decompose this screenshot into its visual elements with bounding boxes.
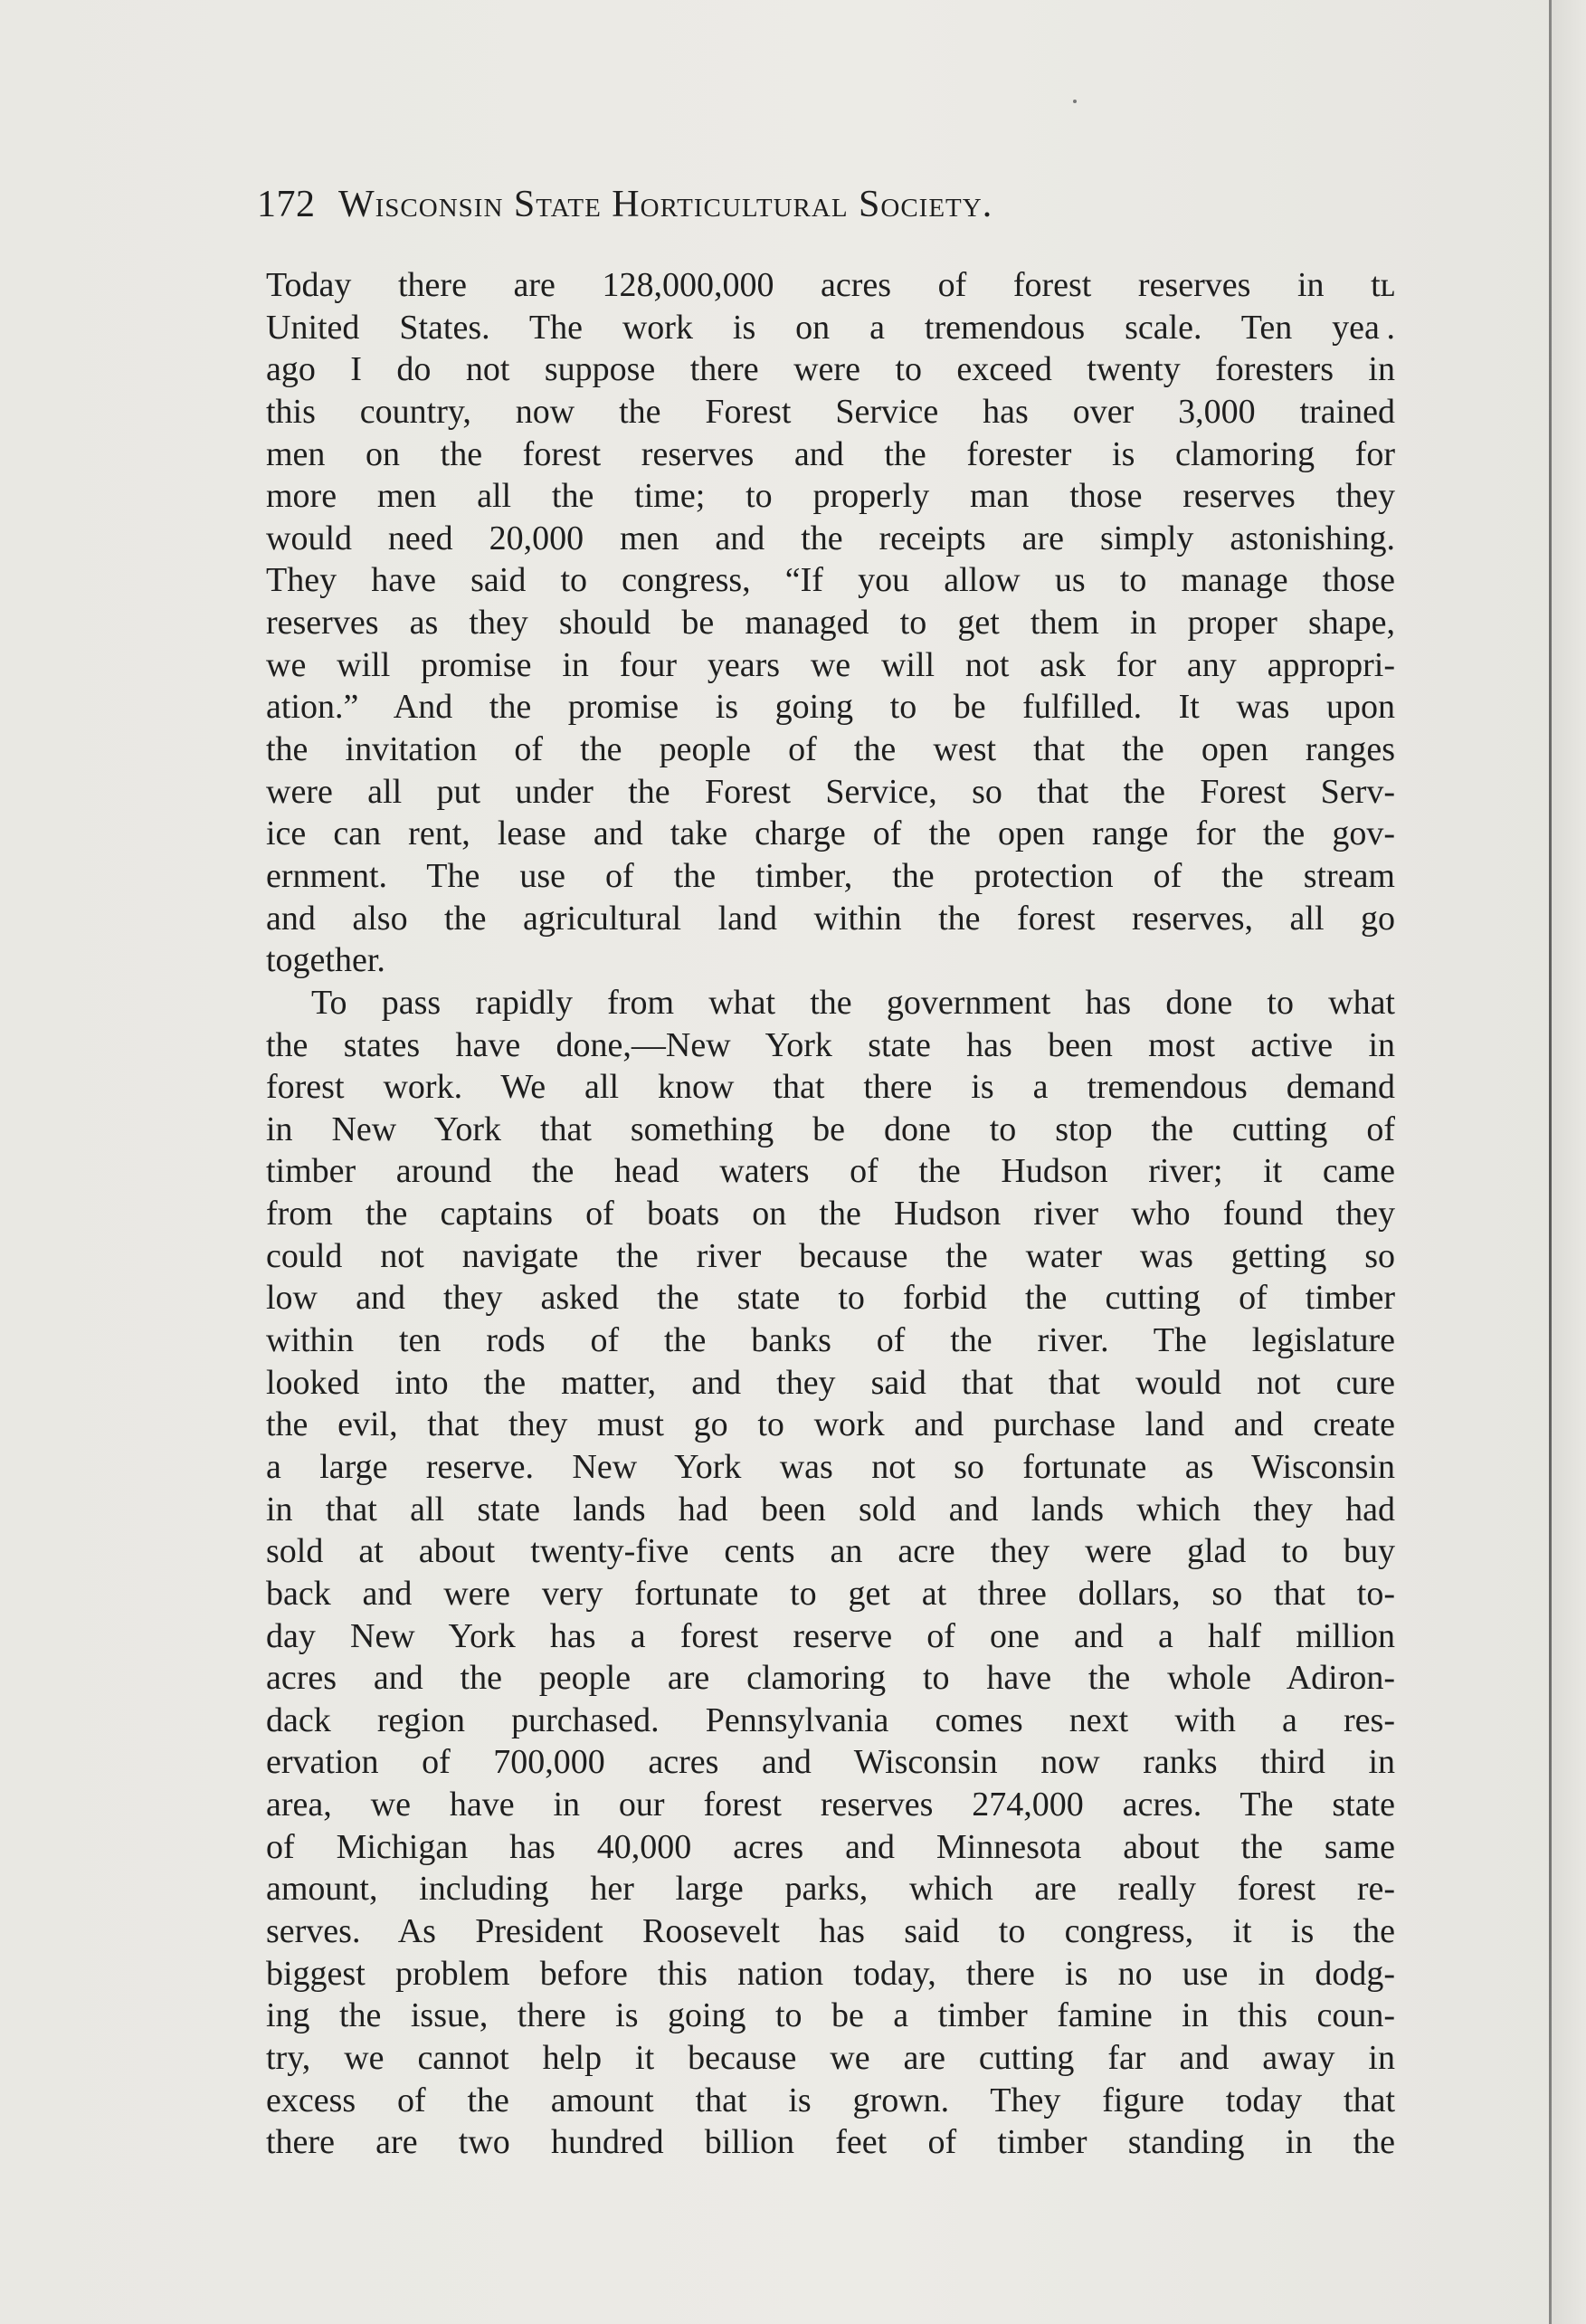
- running-header: [257, 177, 1388, 232]
- page-number: 172: [257, 184, 316, 225]
- text-line: low and they asked the state to forbid the cutting of timber: [266, 1279, 1395, 1318]
- text-line: of Michigan has 40,000 acres and Minnesota about the same: [266, 1827, 1395, 1866]
- text-line: try, we cannot help it because we are cutting far and away in: [266, 2038, 1395, 2077]
- text-line: would need 20,000 men and the receipts are simply astonishing.: [266, 519, 1395, 557]
- text-line: ing the issue, there is going to be a timber famine in this coun-: [266, 1996, 1395, 2035]
- text-line: and also the agricultural land within the forest reserves, all go: [266, 899, 1395, 938]
- text-line: men on the forest reserves and the forester is clamoring for: [266, 434, 1395, 473]
- text-line: sold at about twenty-five cents an acre they were glad to buy: [266, 1532, 1395, 1571]
- text-line: ation.” And the promise is going to be fulfilled. It was upon: [266, 688, 1395, 727]
- text-line: looked into the matter, and they said that that would not cure: [266, 1363, 1395, 1402]
- text-line: could not navigate the river because the water was getting so: [266, 1236, 1395, 1275]
- body-text: [266, 264, 1395, 2164]
- text-line: excess of the amount that is grown. They figure today that: [266, 2081, 1395, 2119]
- text-line: forest work. We all know that there is a tremendous demand: [266, 1068, 1395, 1107]
- text-line: timber around the head waters of the Hudson river; it came: [266, 1152, 1395, 1191]
- text-line: Today there are 128,000,000 acres of forest reserves in tʟ: [266, 266, 1395, 304]
- text-line: biggest problem before this nation today, there is no use in dodg-: [266, 1954, 1395, 1993]
- text-line: acres and the people are clamoring to have the whole Adiron-: [266, 1659, 1395, 1698]
- text-line: serves. As President Roosevelt has said to congress, it is the: [266, 1911, 1395, 1950]
- text-line: the states have done,—New York state has been most active in: [266, 1025, 1395, 1064]
- page-speck: [1073, 100, 1077, 103]
- text-line: They have said to congress, “If you allow us to manage those: [266, 561, 1395, 600]
- text-line: area, we have in our forest reserves 274,000 acres. The state: [266, 1786, 1395, 1824]
- page-margin-shadow: [1552, 0, 1586, 2324]
- text-line: we will promise in four years we will not ask for any appropri-: [266, 645, 1395, 684]
- text-line: To pass rapidly from what the government has done to what: [311, 983, 1395, 1022]
- text-line: ervation of 700,000 acres and Wisconsin now ranks third in: [266, 1743, 1395, 1782]
- text-line: were all put under the Forest Service, so that the Forest Serv-: [266, 772, 1395, 811]
- text-line: back and were very fortunate to get at three dollars, so that to-: [266, 1574, 1395, 1613]
- text-line: ice can rent, lease and take charge of the open range for the gov-: [266, 814, 1395, 853]
- text-line: day New York has a forest reserve of one and a half million: [266, 1616, 1395, 1655]
- text-line: United States. The work is on a tremendous scale. Ten yea .: [266, 308, 1395, 347]
- text-line: reserves as they should be managed to get them in proper shape,: [266, 604, 1395, 643]
- text-line: the evil, that they must go to work and purchase land and create: [266, 1405, 1395, 1444]
- text-line: the invitation of the people of the west that the open ranges: [266, 730, 1395, 769]
- running-title: Wisconsin State Horticultural Society.: [338, 184, 993, 225]
- text-line: within ten rods of the banks of the river. The legislature: [266, 1321, 1395, 1360]
- text-line: a large reserve. New York was not so fortunate as Wisconsin: [266, 1447, 1395, 1486]
- text-line: dack region purchased. Pennsylvania comes next with a res-: [266, 1700, 1395, 1739]
- text-line: more men all the time; to properly man those reserves they: [266, 477, 1395, 516]
- text-line: together.: [266, 941, 385, 980]
- text-line: from the captains of boats on the Hudson river who found they: [266, 1195, 1395, 1233]
- text-line: ernment. The use of the timber, the protection of the stream: [266, 856, 1395, 895]
- text-line: this country, now the Forest Service has over 3,000 trained: [266, 392, 1395, 431]
- text-line: in New York that something be done to stop the cutting of: [266, 1110, 1395, 1148]
- text-line: ago I do not suppose there were to exceed twenty foresters in: [266, 350, 1395, 389]
- text-line: amount, including her large parks, which are really forest re-: [266, 1870, 1395, 1909]
- text-line: there are two hundred billion feet of timber standing in the: [266, 2123, 1395, 2162]
- text-line: in that all state lands had been sold and lands which they had: [266, 1490, 1395, 1529]
